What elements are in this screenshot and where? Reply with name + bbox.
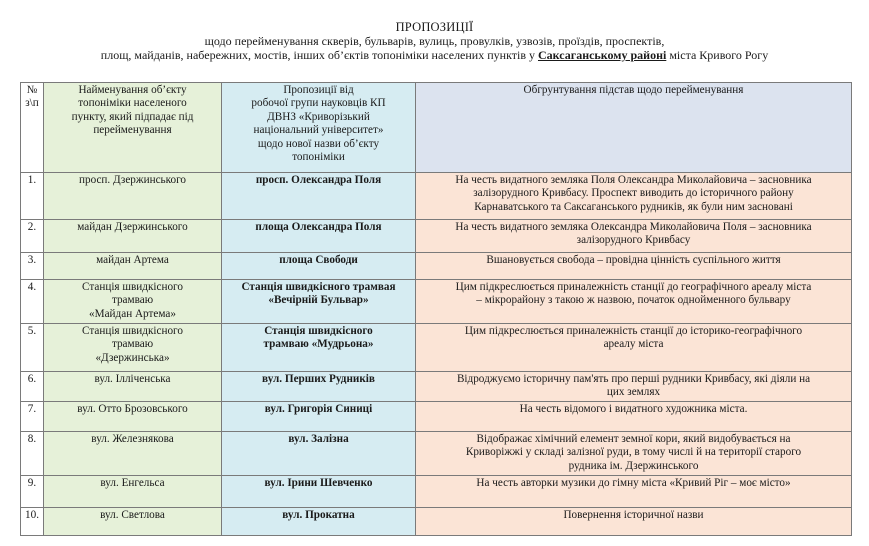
justification-cell: На честь видатного земляка Поля Олександра Миколайовича – засновника залізорудного Кривбасу. Проспект виводить до історичного району Карнаватського та Саксаганського рудників, як були ним засновані: [416, 173, 852, 220]
table-row: [21, 220, 852, 253]
table-header-row: [21, 83, 852, 173]
justification-cell: На честь авторки музики до гімну міста «Кривий Ріг – моє місто»: [416, 476, 852, 508]
justification-cell: Відображає хімічний елемент земної кори, який видобувається на Криворіжжі у складі залізної руди, в тому числі й на території старого рудника ім. Дзержинського: [416, 432, 852, 476]
justification-cell: На честь відомого і видатного художника міста.: [416, 402, 852, 432]
row-number: 3.: [21, 253, 44, 280]
old-name-cell: вул. Енгельса: [44, 476, 222, 508]
table-row: [21, 476, 852, 508]
row-number: 5.: [21, 324, 44, 372]
table-row: [21, 402, 852, 432]
justification-cell: Цим підкреслюється приналежність станції до географічного ареалу міста – мікрорайону з такою ж назвою, початок однойменного бульвару: [416, 280, 852, 324]
new-name-cell: Станція швидкісного трамваю «Мудрьона»: [222, 324, 416, 372]
justification-cell: Цим підкреслюється приналежність станції до історико-географічного ареалу міста: [416, 324, 852, 372]
row-number: 2.: [21, 220, 44, 253]
new-name-cell: вул. Ірини Шевченко: [222, 476, 416, 508]
old-name-cell: Станція швидкісного трамваю «Дзержинська»: [44, 324, 222, 372]
row-number: 8.: [21, 432, 44, 476]
table-row: [21, 432, 852, 476]
new-name-cell: Станція швидкісного трамвая «Вечірній Бульвар»: [222, 280, 416, 324]
header-num: № з\п: [21, 83, 44, 173]
old-name-cell: просп. Дзержинського: [44, 173, 222, 220]
table-row: [21, 508, 852, 536]
header-justification: Обгрунтування підстав щодо перейменування: [416, 83, 852, 173]
new-name-cell: площа Свободи: [222, 253, 416, 280]
table-row: [21, 324, 852, 372]
old-name-cell: Станція швидкісного трамваю «Майдан Артема»: [44, 280, 222, 324]
row-number: 9.: [21, 476, 44, 508]
old-name-cell: вул. Железнякова: [44, 432, 222, 476]
new-name-cell: просп. Олександра Поля: [222, 173, 416, 220]
proposals-table: [20, 82, 852, 536]
justification-cell: Вшановується свобода – провідна цінність суспільного життя: [416, 253, 852, 280]
row-number: 6.: [21, 372, 44, 402]
district-name: Саксаганському районі: [537, 48, 667, 62]
new-name-cell: площа Олександра Поля: [222, 220, 416, 253]
new-name-cell: вул. Григорія Синиці: [222, 402, 416, 432]
justification-cell: Відроджуємо історичну пам'ять про перші рудники Кривбасу, які діяли на цих землях: [416, 372, 852, 402]
table-row: [21, 280, 852, 324]
header-new-name: Пропозиції від робочої групи науковців КП ДВНЗ «Криворізький національний університет» щодо нової назви об’єкту топоніміки: [222, 83, 416, 173]
row-number: 10.: [21, 508, 44, 536]
new-name-cell: вул. Прокатна: [222, 508, 416, 536]
old-name-cell: вул. Светлова: [44, 508, 222, 536]
table-row: [21, 173, 852, 220]
row-number: 7.: [21, 402, 44, 432]
old-name-cell: майдан Дзержинського: [44, 220, 222, 253]
document-header: [0, 0, 869, 62]
row-number: 1.: [21, 173, 44, 220]
new-name-cell: вул. Залізна: [222, 432, 416, 476]
old-name-cell: майдан Артема: [44, 253, 222, 280]
table-row: [21, 372, 852, 402]
justification-cell: Повернення історичної назви: [416, 508, 852, 536]
row-number: 4.: [21, 280, 44, 324]
header-old-name: Найменування об’єкту топоніміки населеного пункту, який підпадає під перейменування: [44, 83, 222, 173]
table-row: [21, 253, 852, 280]
old-name-cell: вул. Ілліченська: [44, 372, 222, 402]
justification-cell: На честь видатного земляка Олександра Миколайовича Поля – засновника залізорудного Кривбасу: [416, 220, 852, 253]
subtitle-line-1: щодо перейменування скверів, бульварів, вулиць, провулків, узвозів, проїздів, проспектів,: [204, 34, 665, 48]
new-name-cell: вул. Перших Рудників: [222, 372, 416, 402]
document-title: ПРОПОЗИЦІЇ: [395, 20, 474, 34]
old-name-cell: вул. Отто Брозовського: [44, 402, 222, 432]
subtitle-line-2: площ, майданів, набережних, мостів, інших об’єктів топоніміки населених пунктів у Саксаганському районі міста Кривого Рогу: [100, 48, 769, 62]
